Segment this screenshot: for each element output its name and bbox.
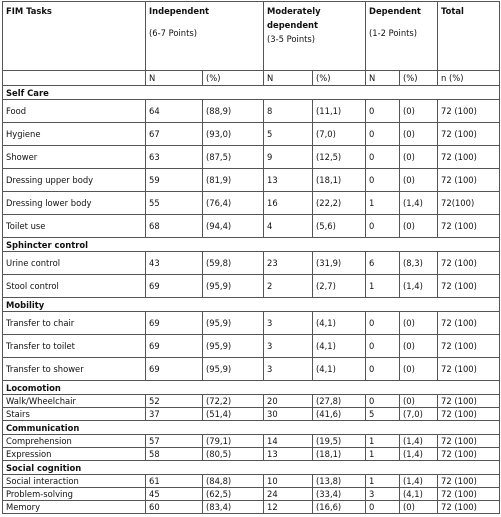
cell-mod-n: 24 [264,488,313,501]
cell-dep-pct: (1,4) [400,475,438,488]
cell-ind-pct: (93,0) [203,123,264,146]
cell-dep-pct: (0) [400,215,438,238]
cell-ind-pct: (87,5) [203,146,264,169]
header-independent-label: Independent [149,6,210,16]
cell-dep-pct: (4,1) [400,488,438,501]
table-row [3,275,500,298]
cell-dep-n: 0 [366,146,400,169]
table-row [3,435,500,448]
cell-mod-n: 3 [264,312,313,335]
cell-ind-n: 59 [146,169,203,192]
cell-total: 72 (100) [438,448,500,461]
cell-total: 72 (100) [438,169,500,192]
cell-ind-pct: (94,4) [203,215,264,238]
cell-mod-pct: (12,5) [313,146,366,169]
cell-task: Dressing upper body [3,169,146,192]
cell-ind-pct: (81,9) [203,169,264,192]
header-tasks-label: FIM Tasks [6,6,52,16]
cell-dep-n: 0 [366,215,400,238]
cell-mod-pct: (7,0) [313,123,366,146]
cell-task: Food [3,100,146,123]
cell-task: Toilet use [3,215,146,238]
cell-dep-n: 0 [366,335,400,358]
cell-ind-pct: (95,9) [203,275,264,298]
cell-mod-pct: (4,1) [313,335,366,358]
cell-total: 72 (100) [438,252,500,275]
cell-dep-n: 0 [366,312,400,335]
cell-ind-n: 58 [146,448,203,461]
cell-ind-n: 43 [146,252,203,275]
cell-total: 72 (100) [438,435,500,448]
table-row [3,501,500,514]
cell-total: 72(100) [438,192,500,215]
cell-dep-n: 6 [366,252,400,275]
cell-ind-n: 64 [146,100,203,123]
cell-ind-n: 57 [146,435,203,448]
cell-mod-pct: (4,1) [313,358,366,381]
cell-total: 72 (100) [438,335,500,358]
cell-dep-pct: (0) [400,335,438,358]
cell-mod-pct: (5,6) [313,215,366,238]
cell-total: 72 (100) [438,475,500,488]
cell-task: Social interaction [3,475,146,488]
table-row [3,358,500,381]
cell-mod-n: 14 [264,435,313,448]
section-row [3,298,500,312]
cell-mod-n: 23 [264,252,313,275]
cell-mod-pct: (4,1) [313,312,366,335]
cell-mod-n: 3 [264,358,313,381]
cell-mod-pct: (18,1) [313,448,366,461]
cell-mod-n: 8 [264,100,313,123]
fim-tasks-table [2,1,500,514]
cell-ind-n: 52 [146,395,203,408]
cell-dep-pct: (1,4) [400,448,438,461]
cell-ind-n: 69 [146,312,203,335]
cell-ind-n: 69 [146,335,203,358]
section-title: Social cognition [3,461,500,475]
cell-dep-n: 0 [366,169,400,192]
table-row [3,335,500,358]
cell-ind-n: 45 [146,488,203,501]
section-row [3,381,500,395]
table-row [3,448,500,461]
cell-mod-n: 13 [264,169,313,192]
cell-dep-n: 0 [366,123,400,146]
table-row [3,488,500,501]
cell-ind-pct: (76,4) [203,192,264,215]
cell-dep-pct: (1,4) [400,192,438,215]
cell-total: 72 (100) [438,408,500,421]
table-row [3,215,500,238]
cell-dep-pct: (0) [400,169,438,192]
cell-total: 72 (100) [438,215,500,238]
cell-mod-n: 3 [264,335,313,358]
cell-ind-n: 63 [146,146,203,169]
cell-task: Stairs [3,408,146,421]
cell-ind-n: 69 [146,275,203,298]
cell-task: Expression [3,448,146,461]
cell-ind-pct: (95,9) [203,335,264,358]
header-total [438,2,500,71]
table-row [3,395,500,408]
cell-dep-pct: (0) [400,123,438,146]
header-tasks [3,2,146,71]
cell-ind-pct: (72,2) [203,395,264,408]
cell-total: 72 (100) [438,146,500,169]
cell-dep-n: 1 [366,475,400,488]
table-row [3,146,500,169]
section-title: Sphincter control [3,238,500,252]
cell-task: Hygiene [3,123,146,146]
cell-mod-n: 16 [264,192,313,215]
table-row [3,312,500,335]
cell-mod-pct: (33,4) [313,488,366,501]
subheader-row [3,71,500,86]
cell-mod-n: 9 [264,146,313,169]
subheader-empty [3,71,146,86]
header-total-label: Total [441,6,464,16]
cell-ind-pct: (51,4) [203,408,264,421]
table-row [3,408,500,421]
cell-ind-pct: (88,9) [203,100,264,123]
cell-task: Urine control [3,252,146,275]
cell-task: Problem-solving [3,488,146,501]
cell-task: Memory [3,501,146,514]
table-row [3,123,500,146]
section-row [3,461,500,475]
cell-total: 72 (100) [438,123,500,146]
cell-mod-pct: (27,8) [313,395,366,408]
cell-ind-pct: (80,5) [203,448,264,461]
section-title: Locomotion [3,381,500,395]
cell-ind-pct: (83,4) [203,501,264,514]
header-row [3,2,500,71]
cell-task: Transfer to shower [3,358,146,381]
cell-mod-pct: (2,7) [313,275,366,298]
header-moderately-line2: dependent [267,20,318,30]
table-row [3,252,500,275]
cell-dep-pct: (8,3) [400,252,438,275]
cell-task: Transfer to chair [3,312,146,335]
cell-dep-n: 0 [366,100,400,123]
cell-mod-n: 12 [264,501,313,514]
cell-dep-pct: (0) [400,358,438,381]
cell-mod-n: 20 [264,395,313,408]
cell-dep-n: 5 [366,408,400,421]
section-row [3,86,500,100]
cell-ind-n: 55 [146,192,203,215]
table-row [3,100,500,123]
cell-dep-pct: (0) [400,146,438,169]
cell-total: 72 (100) [438,488,500,501]
cell-total: 72 (100) [438,312,500,335]
cell-task: Stool control [3,275,146,298]
header-independent [146,2,264,71]
cell-ind-pct: (84,8) [203,475,264,488]
cell-mod-pct: (18,1) [313,169,366,192]
subheader-mod-pct: (%) [313,71,366,86]
cell-dep-pct: (1,4) [400,275,438,298]
cell-dep-pct: (0) [400,312,438,335]
cell-total: 72 (100) [438,501,500,514]
section-title: Communication [3,421,500,435]
section-title: Self Care [3,86,500,100]
cell-mod-pct: (22,2) [313,192,366,215]
table-row [3,169,500,192]
cell-mod-n: 5 [264,123,313,146]
section-row [3,421,500,435]
cell-dep-n: 1 [366,448,400,461]
header-dependent-label: Dependent [369,6,421,16]
cell-ind-n: 67 [146,123,203,146]
cell-dep-n: 1 [366,192,400,215]
subheader-ind-pct: (%) [203,71,264,86]
section-title: Mobility [3,298,500,312]
cell-total: 72 (100) [438,100,500,123]
cell-ind-pct: (59,8) [203,252,264,275]
cell-task: Walk/Wheelchair [3,395,146,408]
cell-ind-pct: (95,9) [203,358,264,381]
table-row [3,192,500,215]
cell-mod-pct: (16,6) [313,501,366,514]
subheader-total: n (%) [438,71,500,86]
cell-ind-n: 68 [146,215,203,238]
cell-mod-pct: (13,8) [313,475,366,488]
cell-dep-pct: (1,4) [400,435,438,448]
subheader-mod-n: N [264,71,313,86]
cell-total: 72 (100) [438,358,500,381]
cell-dep-pct: (0) [400,395,438,408]
cell-dep-n: 1 [366,275,400,298]
cell-dep-pct: (7,0) [400,408,438,421]
header-moderately-line1: Moderately [267,6,321,16]
cell-dep-pct: (0) [400,501,438,514]
cell-ind-pct: (62,5) [203,488,264,501]
header-dependent [366,2,438,71]
cell-mod-pct: (19,5) [313,435,366,448]
cell-task: Comprehension [3,435,146,448]
header-moderately-points: (3-5 Points) [267,34,316,44]
header-moderately-dependent [264,2,366,71]
cell-mod-pct: (31,9) [313,252,366,275]
cell-mod-n: 4 [264,215,313,238]
cell-dep-n: 1 [366,435,400,448]
cell-mod-n: 30 [264,408,313,421]
cell-task: Transfer to toilet [3,335,146,358]
cell-mod-n: 13 [264,448,313,461]
subheader-dep-n: N [366,71,400,86]
cell-mod-n: 10 [264,475,313,488]
subheader-ind-n: N [146,71,203,86]
cell-task: Shower [3,146,146,169]
cell-ind-pct: (79,1) [203,435,264,448]
cell-task: Dressing lower body [3,192,146,215]
cell-ind-n: 37 [146,408,203,421]
cell-ind-n: 60 [146,501,203,514]
cell-mod-n: 2 [264,275,313,298]
cell-dep-n: 0 [366,358,400,381]
cell-dep-n: 0 [366,395,400,408]
cell-total: 72 (100) [438,395,500,408]
cell-dep-n: 3 [366,488,400,501]
subheader-dep-pct: (%) [400,71,438,86]
cell-ind-n: 61 [146,475,203,488]
cell-dep-n: 0 [366,501,400,514]
cell-mod-pct: (41,6) [313,408,366,421]
header-dependent-points: (1-2 Points) [369,28,418,38]
cell-ind-n: 69 [146,358,203,381]
cell-ind-pct: (95,9) [203,312,264,335]
section-row [3,238,500,252]
cell-mod-pct: (11,1) [313,100,366,123]
header-independent-points: (6-7 Points) [149,28,198,38]
table-row [3,475,500,488]
cell-dep-pct: (0) [400,100,438,123]
cell-total: 72 (100) [438,275,500,298]
